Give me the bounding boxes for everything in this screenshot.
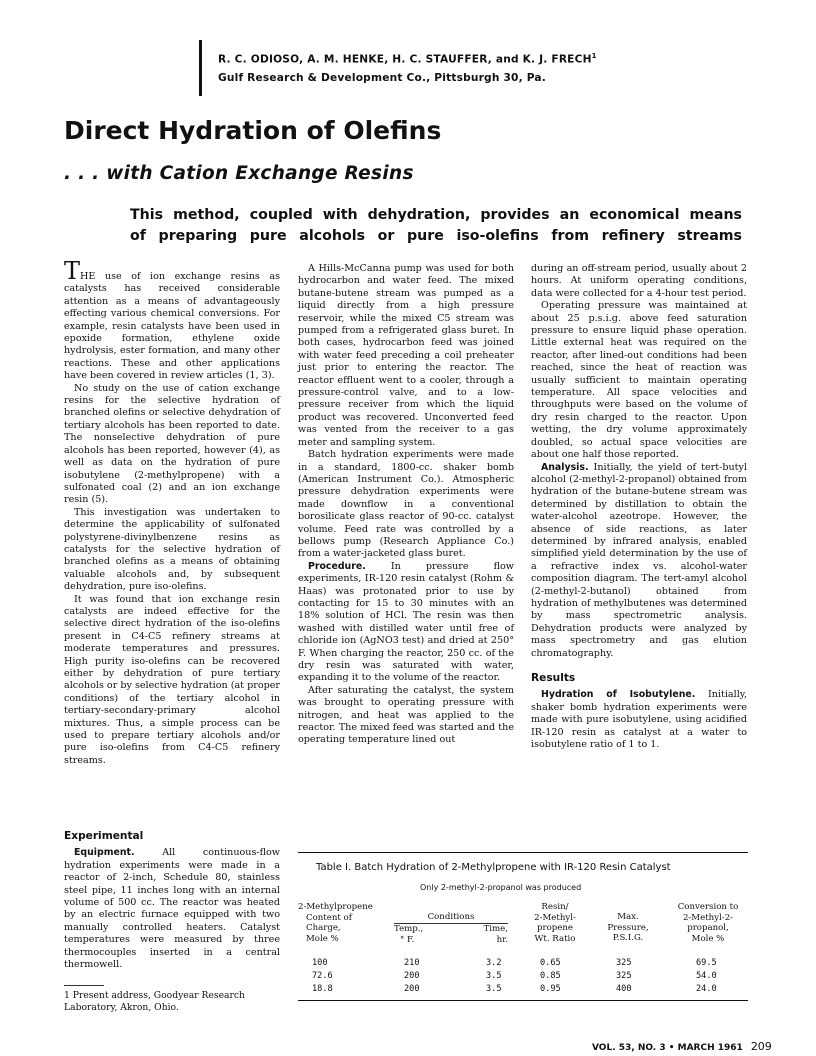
column-1	[64, 257, 280, 767]
table-cell: 18.8	[312, 984, 333, 994]
table-cell: 200	[404, 984, 420, 994]
table-cell: 3.2	[486, 958, 502, 968]
drop-cap: T	[64, 257, 81, 285]
paragraph-text: Initially, the yield of tert-butyl alcohol (2-methyl-2-propanol) obtained from hydration of the butane-butene stream was determined by distillation to obtain the water-alcohol azeotrope. However, the absence of side reactions, as later determined by infrared analysis, enabled simplified yield determination by the use of a refractive index vs. alcohol-water composition diagram. The tert-amyl alcohol (2-methyl-2-butanol) obtained from hydration of methylbutenes was determined by mass spectrometric analysis. Dehydration products were analyzed by mass spectrometry and gas elution chromatography.	[531, 461, 747, 659]
article-subtitle: . . . with Cation Exchange Resins	[64, 163, 414, 184]
paragraph-text: In pressure flow experiments, IR-120 resin catalyst (Rohm & Haas) was protonated prior to use by contacting for 15 to 30 minutes with an 18% solution of HCl. The resin was then washed with distilled water until free of chloride ion (AgNO3 test) and dried at 250° F. When charging the reactor, 250 cc. of the dry resin was saturated with water, expanding it to the volume of the reactor.	[298, 560, 514, 684]
table-header-time	[474, 924, 508, 945]
paragraph: Operating pressure was maintained at about 25 p.s.i.g. above feed saturation pressure to ensure liquid phase operation. Little external heat was required on the reactor, after lined-out conditions had been reached, since the heat of reaction was usually sufficient to maintain operating temperature. All space velocities and throughputs were based on the volume of dry resin charged to the reactor. Upon wetting, the dry volume approximately doubled, so actual space velocities are about one half those reported.	[531, 300, 747, 461]
table-cell: 24.0	[696, 984, 717, 994]
table-header-pressure	[598, 912, 658, 944]
paragraph: during an off-stream period, usually about 2 hours. At uniform operating conditions, data were collected for a 4-hour test period.	[531, 263, 747, 299]
paragraph: A Hills-McCanna pump was used for both hydrocarbon and water feed. The mixed butane-butene stream was pumped as a liquid directly from a high pressure reservoir, while the mixed C5 stream was pumped from a refrigerated glass buret. In both cases, hydrocarbon feed was joined with water feed preceding a coil preheater just prior to entering the reactor. The reactor effluent went to a cooler, through a pressure-control valve, and to a low-pressure receiver from which the liquid product was recovered. Unconverted feed was vented from the receiver to a gas meter and sampling system.	[298, 263, 514, 448]
deck-line-1: This method, coupled with dehydration, provides an economical means	[130, 207, 742, 223]
paragraph	[531, 689, 747, 751]
table-cell: 72.6	[312, 971, 333, 981]
paragraph-text: use of ion exchange resins as catalysts has received considerable attention as a means of advantageously effecting various chemical conversions. For example, resin catalysts have been used in epoxide formation, ethylene oxide hydrolysis, ester formation, and many other reactions. These and other applications have been covered in review articles (1, 3).	[64, 271, 280, 382]
header-line: Wt. Ratio	[534, 933, 576, 944]
table-cell: 325	[616, 971, 632, 981]
column-3	[531, 263, 747, 751]
table-header-temp	[394, 924, 423, 945]
table-cell: 100	[312, 958, 328, 968]
footnote-rule	[64, 985, 104, 986]
paragraph-text: All continuous-flow hydration experiments were made in a reactor of 2-inch, Schedule 80, stainless steel pipe, 11 inches long with an internal volume of 500 cc. The reactor was heated by an electric furnace equipped with two manually controlled heaters. Catalyst temperatures were measured by three thermocouples inserted in a central thermowell.	[64, 847, 280, 971]
table-bottom-rule	[298, 1000, 748, 1001]
article-title: Direct Hydration of Olefins	[64, 116, 442, 145]
table-cell: 200	[404, 971, 420, 981]
header-line: Charge,	[306, 923, 341, 934]
header-line: Max.	[617, 912, 639, 922]
header-line: Resin/	[541, 902, 569, 912]
author-rule	[199, 40, 202, 96]
journal-citation: VOL. 53, NO. 3 • MARCH 1961	[592, 1043, 743, 1053]
small-caps-lead: HE	[80, 271, 96, 282]
table-header-content	[298, 902, 373, 944]
paragraph: After saturating the catalyst, the system was brought to operating pressure with nitrogen, and heat was applied to the reactor. The mixed feed was started and the operating temperature lined out	[298, 684, 514, 746]
paragraph: Batch hydration experiments were made in a standard, 1800-cc. shaker bomb (American Instrument Co.). Atmospheric pressure dehydration experiments were made downflow in a conventional borosilicate glass reactor of 90-cc. catalyst volume. Feed rate was controlled by a bellows pump (Research Appliance Co.) from a water-jacketed glass buret.	[298, 449, 514, 560]
header-line: Conversion to	[677, 902, 739, 912]
run-in-heading: Equipment.	[74, 847, 135, 859]
table-cell: 210	[404, 958, 420, 968]
header-line: Temp.,	[394, 924, 424, 934]
paragraph: This investigation was undertaken to determine the applicability of sulfonated polystyrene-divinylbenzene resins as catalysts for the selective hydration of branched olefins as a means of obtaining valuable alcohols and, by subsequent dehydration, pure iso-olefins.	[64, 506, 280, 593]
table-title: Table I. Batch Hydration of 2-Methylpropene with IR-120 Resin Catalyst	[316, 862, 671, 873]
run-in-heading: Procedure.	[308, 560, 366, 572]
header-line: 2-Methylpropene	[298, 902, 373, 912]
header-line: 2-Methyl-2-	[682, 912, 734, 923]
paragraph: It was found that ion exchange resin catalysts are indeed effective for the selective direct hydration of the iso-olefins present in C4-C5 refinery streams at moderate temperatures and pressures. High purity iso-olefins can be recovered either by dehydration of pure tertiary alcohols or by selective hydration (at proper conditions) of the tertiary alcohol in tertiary-secondary-primary alcohol mixtures. Thus, a simple process can be used to prepare tertiary alcohols and/or pure iso-olefins from C4-C5 refinery streams.	[64, 593, 280, 766]
table-cell: 69.5	[696, 958, 717, 968]
experimental-section	[64, 830, 280, 971]
table-cell: 0.65	[540, 958, 561, 968]
header-line: hr.	[496, 934, 508, 945]
column-2	[298, 263, 514, 747]
footnote: 1 Present address, Goodyear Research Laboratory, Akron, Ohio.	[64, 990, 245, 1013]
run-in-heading: Hydration of Isobutylene.	[541, 689, 696, 701]
paragraph	[64, 847, 280, 971]
header-line: P.S.I.G.	[612, 933, 644, 944]
header-line: Mole %	[306, 933, 339, 944]
authors: R. C. ODIOSO, A. M. HENKE, H. C. STAUFFER, and K. J. FRECH$^1$	[218, 52, 597, 66]
table-cell: 0.95	[540, 984, 561, 994]
paragraph-text: Initially, shaker bomb hydration experiments were made with pure isobutylene, using acidified IR-120 resin as catalyst at a water to isobutylene ratio of 1 to 1.	[531, 689, 747, 751]
header-line: Mole %	[691, 933, 725, 944]
deck-line-2: of preparing pure alcohols or pure iso-olefins from refinery streams	[130, 228, 742, 244]
page-footer	[592, 1040, 772, 1053]
table-cell: 3.5	[486, 984, 502, 994]
section-heading-experimental: Experimental	[64, 830, 144, 842]
table-header-ratio	[522, 902, 588, 944]
header-line: 2-Methyl-	[534, 912, 576, 923]
table-header-conversion	[668, 902, 748, 944]
table-cell: 325	[616, 958, 632, 968]
paragraph	[531, 462, 747, 661]
paragraph	[298, 561, 514, 685]
table-top-rule	[298, 852, 748, 853]
table-cell: 3.5	[486, 971, 502, 981]
header-line: propene	[537, 923, 573, 934]
author-footnote-mark: 1	[591, 52, 597, 60]
affiliation: Gulf Research & Development Co., Pittsburgh 30, Pa.	[218, 72, 546, 84]
page-number: 209	[750, 1040, 772, 1053]
table-header-conditions: Conditions	[394, 912, 508, 924]
paragraph	[64, 257, 280, 383]
header-line: ° F.	[400, 934, 415, 945]
table-cell: 54.0	[696, 971, 717, 981]
run-in-heading: Analysis.	[541, 461, 589, 473]
section-heading-results: Results	[531, 672, 576, 684]
table-cell: 0.85	[540, 971, 561, 981]
header-line: Content of	[306, 912, 352, 923]
header-line: Pressure,	[607, 922, 649, 933]
paragraph: No study on the use of cation exchange resins for the selective hydration of branched olefins or selective dehydration of tertiary alcohols has been reported to date. The nonselective dehydration of pure alcohols has been reported, however (4), as well as data on the hydration of pure isobutylene (2-methylpropene) with a sulfonated coal (2) and an ion exchange resin (5).	[64, 382, 280, 506]
table-cell: 400	[616, 984, 632, 994]
header-line: propanol,	[687, 923, 729, 934]
header-line: Time,	[483, 924, 508, 934]
table-subtitle: Only 2-methyl-2-propanol was produced	[420, 883, 582, 892]
